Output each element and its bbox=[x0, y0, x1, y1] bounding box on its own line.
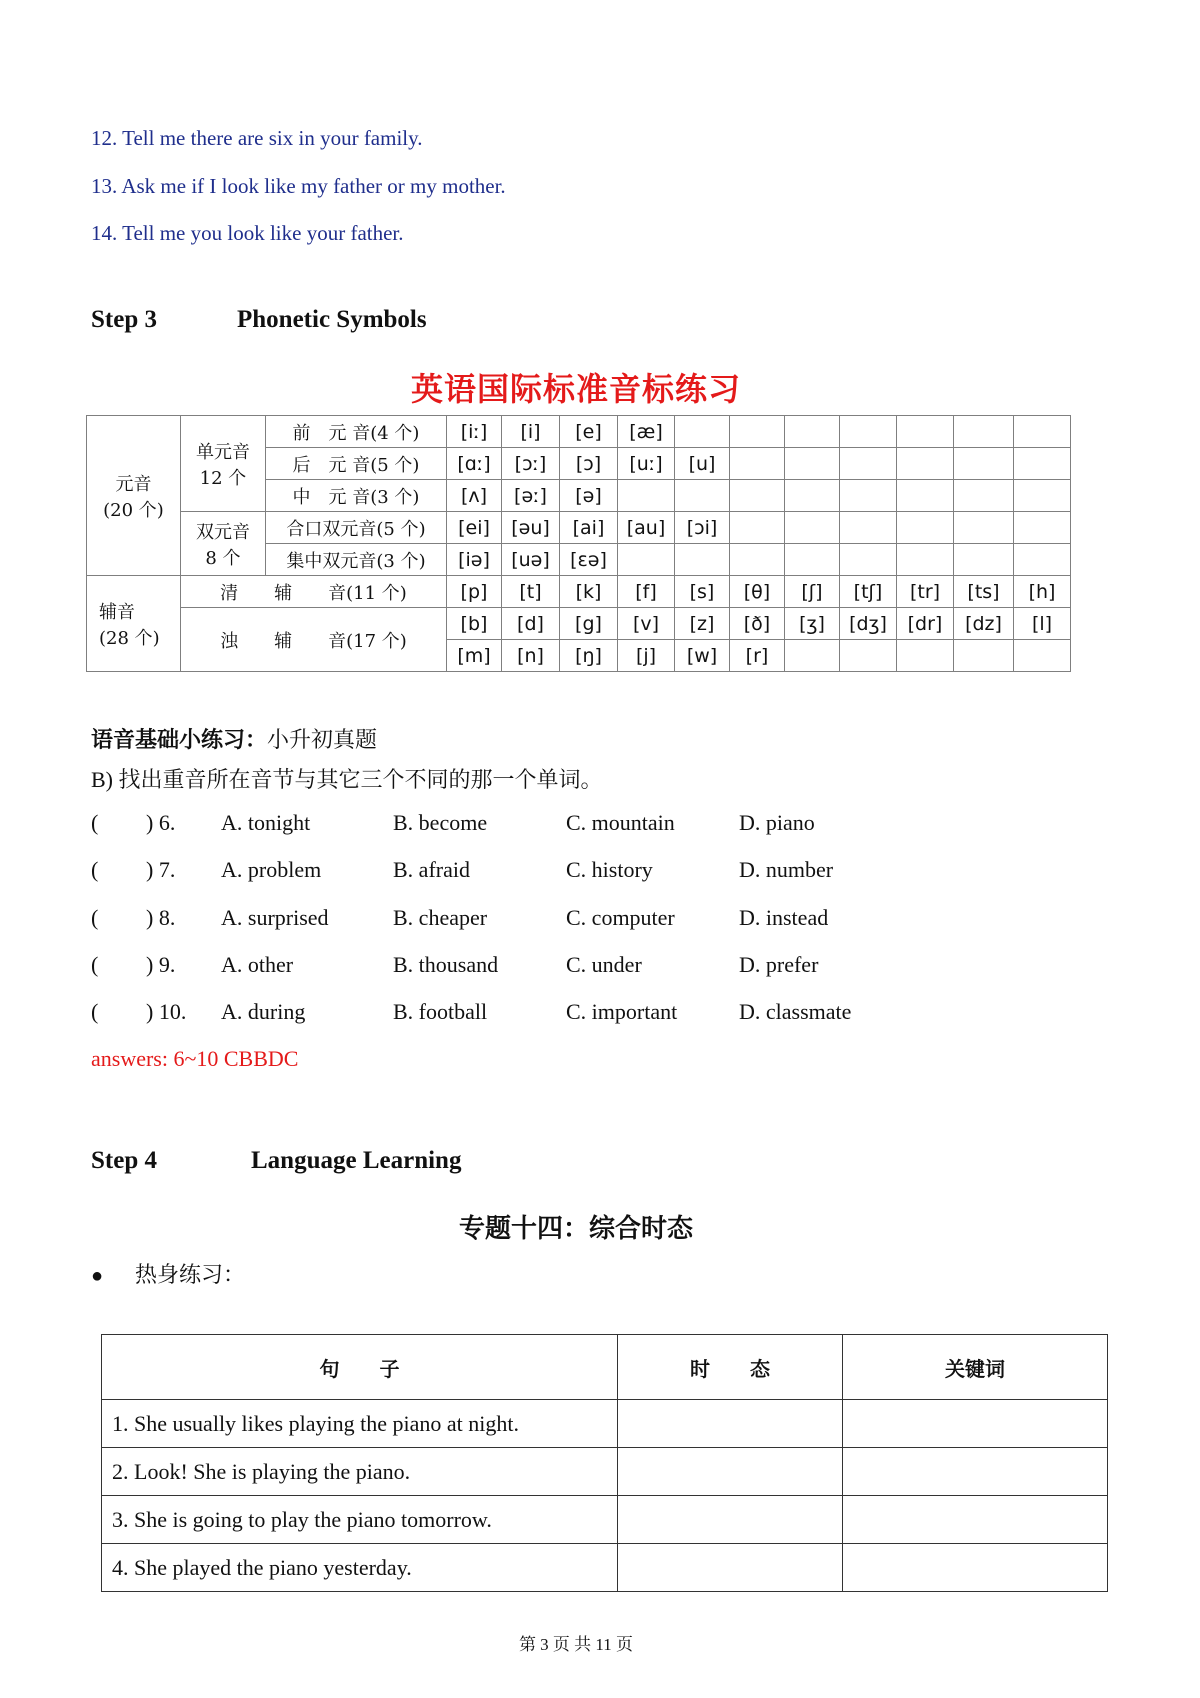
phonetic-symbol: [g] bbox=[560, 608, 618, 640]
phonetic-symbol: [i] bbox=[502, 416, 560, 448]
empty-cell bbox=[1014, 480, 1071, 512]
sentence-cell: 1. She usually likes playing the piano at night. bbox=[102, 1400, 618, 1448]
empty-cell bbox=[785, 480, 840, 512]
empty-cell bbox=[730, 544, 785, 576]
keyword-answer-cell[interactable] bbox=[843, 1496, 1108, 1544]
empty-cell bbox=[785, 416, 840, 448]
empty-cell bbox=[730, 480, 785, 512]
vowel-count: (20 个) bbox=[103, 499, 164, 521]
phonetic-symbol: [e] bbox=[560, 416, 618, 448]
tense-answer-cell[interactable] bbox=[618, 1448, 843, 1496]
question-number: ) 9. bbox=[146, 952, 176, 977]
question-number: ) 8. bbox=[146, 905, 176, 930]
empty-cell bbox=[730, 448, 785, 480]
empty-cell bbox=[954, 512, 1014, 544]
practice-heading bbox=[91, 723, 377, 754]
monophthong-count: 12 个 bbox=[199, 467, 247, 489]
consonant-count: (28 个) bbox=[99, 627, 160, 649]
empty-cell bbox=[785, 448, 840, 480]
phonetic-symbol: [ʌ] bbox=[447, 480, 502, 512]
tense-answer-cell[interactable] bbox=[618, 1400, 843, 1448]
phonetic-symbol: [θ] bbox=[730, 576, 785, 608]
phonetic-symbol: [h] bbox=[1014, 576, 1071, 608]
phonetic-symbol: [b] bbox=[447, 608, 502, 640]
option-b: B. football bbox=[393, 999, 488, 1024]
phonetic-title: 英语国际标准音标练习 bbox=[410, 371, 741, 407]
phonetic-symbol: [z] bbox=[675, 608, 730, 640]
empty-cell bbox=[785, 544, 840, 576]
question-number: ) 6. bbox=[146, 810, 176, 835]
phonetic-symbol: [ɔː] bbox=[502, 448, 560, 480]
header-sentence: 句 子 bbox=[102, 1335, 618, 1400]
phonetic-symbol: [tr] bbox=[897, 576, 954, 608]
vowel-label: 元音 bbox=[115, 473, 152, 495]
phonetic-symbol: [m] bbox=[447, 640, 502, 672]
diphthong-cell bbox=[181, 512, 266, 576]
empty-cell bbox=[954, 640, 1014, 672]
empty-cell bbox=[954, 544, 1014, 576]
option-c: C. mountain bbox=[566, 810, 675, 835]
option-c: C. under bbox=[566, 952, 642, 977]
option-a: A. other bbox=[221, 952, 294, 977]
option-b: B. cheaper bbox=[393, 905, 488, 930]
empty-cell bbox=[1014, 640, 1071, 672]
phonetic-symbol: [ʃ] bbox=[785, 576, 840, 608]
row-label: 浊 辅 音(17 个) bbox=[181, 608, 447, 672]
practice-heading-bold: 语音基础小练习： bbox=[91, 727, 268, 752]
tense-table bbox=[101, 1334, 1108, 1592]
empty-cell bbox=[730, 512, 785, 544]
dialog-item: 12. Tell me there are six in your family. bbox=[91, 126, 423, 150]
phonetic-symbol: [ə] bbox=[560, 480, 618, 512]
tense-answer-cell[interactable] bbox=[618, 1544, 843, 1592]
sentence-cell: 4. She played the piano yesterday. bbox=[102, 1544, 618, 1592]
answer-blank-paren[interactable]: ( bbox=[91, 905, 99, 930]
exercise-list bbox=[91, 810, 1091, 1050]
keyword-answer-cell[interactable] bbox=[843, 1400, 1108, 1448]
monophthong-cell bbox=[181, 416, 266, 512]
phonetic-symbol: [əu] bbox=[502, 512, 560, 544]
empty-cell bbox=[954, 448, 1014, 480]
phonetic-symbol: [əː] bbox=[502, 480, 560, 512]
phonetic-symbol: [ɔi] bbox=[675, 512, 730, 544]
option-c: C. computer bbox=[566, 905, 675, 930]
dialog-item: 13. Ask me if I look like my father or my mother. bbox=[91, 174, 506, 198]
phonetic-symbol: [k] bbox=[560, 576, 618, 608]
option-c: C. history bbox=[566, 857, 653, 882]
answers-text: answers: 6~10 CBBDC bbox=[91, 1046, 299, 1071]
phonetic-symbol: [u] bbox=[675, 448, 730, 480]
phonetic-symbol: [f] bbox=[618, 576, 675, 608]
option-a: A. surprised bbox=[221, 905, 329, 930]
diphthong-count: 8 个 bbox=[205, 547, 241, 569]
empty-cell bbox=[840, 544, 897, 576]
answer-blank-paren[interactable]: ( bbox=[91, 857, 99, 882]
practice-instruction: B) 找出重音所在音节与其它三个不同的那一个单词。 bbox=[91, 767, 603, 792]
empty-cell bbox=[675, 544, 730, 576]
step3-title: Phonetic Symbols bbox=[237, 306, 427, 333]
option-a: A. tonight bbox=[221, 810, 311, 835]
phonetic-symbol: [ɔ] bbox=[560, 448, 618, 480]
tense-answer-cell[interactable] bbox=[618, 1496, 843, 1544]
empty-cell bbox=[897, 480, 954, 512]
empty-cell bbox=[618, 544, 675, 576]
empty-cell bbox=[897, 640, 954, 672]
empty-cell bbox=[1014, 512, 1071, 544]
phonetic-symbol: [dr] bbox=[897, 608, 954, 640]
sentence-cell: 3. She is going to play the piano tomorrow. bbox=[102, 1496, 618, 1544]
keyword-answer-cell[interactable] bbox=[843, 1544, 1108, 1592]
phonetic-symbol: [ʒ] bbox=[785, 608, 840, 640]
phonetic-table bbox=[86, 415, 1071, 672]
empty-cell bbox=[618, 480, 675, 512]
phonetic-symbol: [l] bbox=[1014, 608, 1071, 640]
empty-cell bbox=[785, 512, 840, 544]
consonant-cell bbox=[87, 576, 181, 672]
phonetic-symbol: [ŋ] bbox=[560, 640, 618, 672]
bullet-icon: ● bbox=[91, 1265, 104, 1287]
phonetic-symbol: [ei] bbox=[447, 512, 502, 544]
row-label: 合口双元音(5 个) bbox=[266, 512, 447, 544]
option-d: D. prefer bbox=[739, 952, 819, 977]
diphthong-label: 双元音 bbox=[196, 521, 250, 543]
phonetic-symbol: [uə] bbox=[502, 544, 560, 576]
phonetic-symbol: [r] bbox=[730, 640, 785, 672]
empty-cell bbox=[785, 640, 840, 672]
question-number: ) 7. bbox=[146, 857, 176, 882]
topic-title: 专题十四：综合时态 bbox=[458, 1214, 693, 1243]
header-keyword: 关键词 bbox=[843, 1335, 1108, 1400]
empty-cell bbox=[675, 416, 730, 448]
answer-blank-paren[interactable]: ( bbox=[91, 999, 99, 1024]
option-d: D. instead bbox=[739, 905, 829, 930]
option-d: D. piano bbox=[739, 810, 815, 835]
phonetic-symbol: [ɛə] bbox=[560, 544, 618, 576]
warmup-label: 热身练习： bbox=[135, 1262, 246, 1287]
phonetic-symbol: [d] bbox=[502, 608, 560, 640]
step4-title: Language Learning bbox=[251, 1147, 462, 1174]
phonetic-symbol: [v] bbox=[618, 608, 675, 640]
practice-heading-rest: 小升初真题 bbox=[267, 727, 378, 752]
keyword-answer-cell[interactable] bbox=[843, 1448, 1108, 1496]
consonant-label: 辅音 bbox=[99, 601, 135, 623]
empty-cell bbox=[954, 416, 1014, 448]
phonetic-symbol: [s] bbox=[675, 576, 730, 608]
step3-label: Step 3 bbox=[91, 306, 157, 333]
phonetic-symbol: [ai] bbox=[560, 512, 618, 544]
option-d: D. classmate bbox=[739, 999, 852, 1024]
phonetic-symbol: [ð] bbox=[730, 608, 785, 640]
row-label: 前 元 音(4 个) bbox=[266, 416, 447, 448]
empty-cell bbox=[840, 448, 897, 480]
phonetic-symbol: [au] bbox=[618, 512, 675, 544]
phonetic-symbol: [æ] bbox=[618, 416, 675, 448]
step4-label: Step 4 bbox=[91, 1147, 157, 1174]
empty-cell bbox=[730, 416, 785, 448]
option-b: B. thousand bbox=[393, 952, 499, 977]
row-label: 集中双元音(3 个) bbox=[266, 544, 447, 576]
phonetic-symbol: [j] bbox=[618, 640, 675, 672]
phonetic-symbol: [dʒ] bbox=[840, 608, 897, 640]
phonetic-symbol: [n] bbox=[502, 640, 560, 672]
phonetic-symbol: [ɑː] bbox=[447, 448, 502, 480]
option-d: D. number bbox=[739, 857, 834, 882]
empty-cell bbox=[675, 480, 730, 512]
option-c: C. important bbox=[566, 999, 678, 1024]
dialog-item: 14. Tell me you look like your father. bbox=[91, 221, 404, 245]
empty-cell bbox=[1014, 416, 1071, 448]
phonetic-symbol: [tʃ] bbox=[840, 576, 897, 608]
question-number: ) 10. bbox=[146, 999, 187, 1024]
answer-blank-paren[interactable]: ( bbox=[91, 952, 99, 977]
page-footer: 第 3 页 共 11 页 bbox=[518, 1635, 634, 1654]
phonetic-symbol: [iː] bbox=[447, 416, 502, 448]
empty-cell bbox=[897, 416, 954, 448]
phonetic-symbol: [w] bbox=[675, 640, 730, 672]
empty-cell bbox=[897, 512, 954, 544]
row-label: 后 元 音(5 个) bbox=[266, 448, 447, 480]
row-label: 清 辅 音(11 个) bbox=[181, 576, 447, 608]
row-label: 中 元 音(3 个) bbox=[266, 480, 447, 512]
phonetic-symbol: [p] bbox=[447, 576, 502, 608]
phonetic-symbol: [t] bbox=[502, 576, 560, 608]
empty-cell bbox=[840, 512, 897, 544]
option-b: B. become bbox=[393, 810, 488, 835]
phonetic-symbol: [iə] bbox=[447, 544, 502, 576]
header-tense: 时 态 bbox=[618, 1335, 843, 1400]
vowel-cell bbox=[87, 416, 181, 576]
answer-blank-paren[interactable]: ( bbox=[91, 810, 99, 835]
empty-cell bbox=[897, 544, 954, 576]
option-a: A. problem bbox=[221, 857, 322, 882]
phonetic-symbol: [uː] bbox=[618, 448, 675, 480]
empty-cell bbox=[840, 480, 897, 512]
empty-cell bbox=[1014, 448, 1071, 480]
warmup-line bbox=[91, 1258, 245, 1289]
option-b: B. afraid bbox=[393, 857, 470, 882]
empty-cell bbox=[954, 480, 1014, 512]
phonetic-symbol: [dz] bbox=[954, 608, 1014, 640]
option-a: A. during bbox=[221, 999, 306, 1024]
empty-cell bbox=[840, 416, 897, 448]
monophthong-label: 单元音 bbox=[196, 441, 250, 463]
phonetic-symbol: [ts] bbox=[954, 576, 1014, 608]
empty-cell bbox=[1014, 544, 1071, 576]
empty-cell bbox=[897, 448, 954, 480]
empty-cell bbox=[840, 640, 897, 672]
sentence-cell: 2. Look! She is playing the piano. bbox=[102, 1448, 618, 1496]
